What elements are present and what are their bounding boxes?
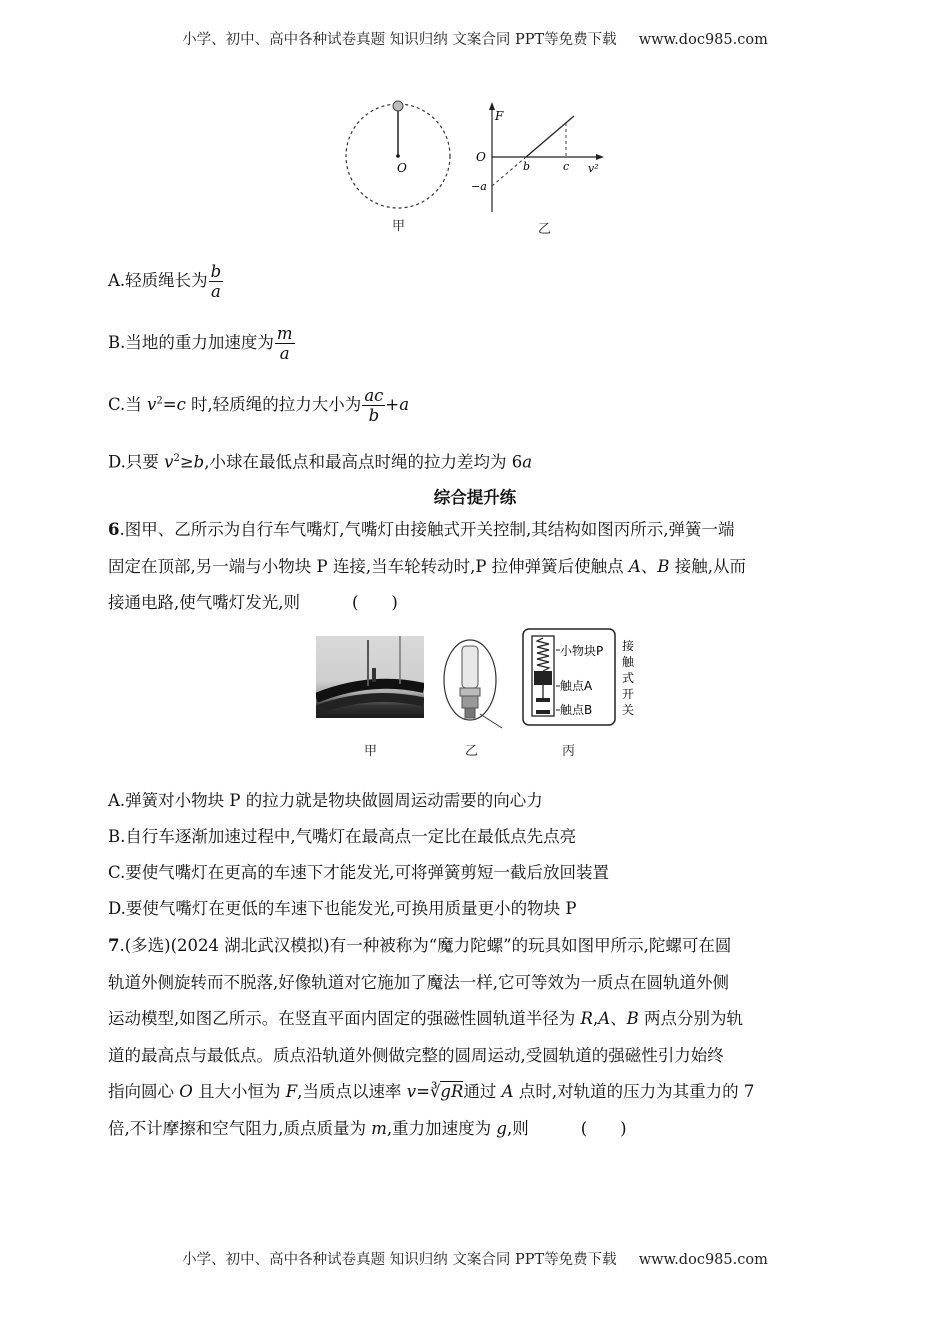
q6-line2-post: 接触,从而 bbox=[669, 556, 746, 576]
q5-d-a: a bbox=[522, 452, 533, 472]
q7-line5-mid2: ,当质点以速率 bbox=[297, 1082, 407, 1101]
q7-m: m bbox=[371, 1118, 387, 1138]
label-b: b bbox=[523, 160, 531, 173]
footer-text: 小学、初中、高中各种试卷真题 知识归纳 文案合同 PPT等免费下载 bbox=[182, 1252, 617, 1268]
q5-option-d bbox=[108, 448, 848, 474]
q5-c-post: + bbox=[385, 395, 400, 414]
q5-figure bbox=[330, 90, 630, 240]
page-footer bbox=[0, 1248, 950, 1269]
q5-b-text: B.当地的重力加速度为 bbox=[108, 333, 274, 352]
q6-sep: 、 bbox=[640, 556, 658, 576]
q5-c-eq: = bbox=[162, 395, 177, 414]
q7-line3: 运动模型,如图乙所示。在竖直平面内固定的强磁性圆轨道半径为 R,A、B 两点分别为轨 bbox=[108, 1009, 743, 1028]
caption-yi: 乙 bbox=[538, 222, 552, 237]
q5-c-mid: 时,轻质绳的拉力大小为 bbox=[185, 395, 362, 414]
q5-c-num: ac bbox=[364, 386, 384, 405]
q5-option-b bbox=[108, 324, 848, 363]
q7-paren: ( ) bbox=[580, 1118, 627, 1138]
q7-o: O bbox=[179, 1082, 193, 1101]
q5-b-den: a bbox=[279, 344, 290, 363]
block-p bbox=[534, 671, 552, 685]
q7-line5 bbox=[108, 1074, 844, 1111]
center-label: O bbox=[397, 161, 407, 175]
q5-a-num: b bbox=[210, 262, 222, 281]
q7-line3-pre: 运动模型,如图乙所示。在竖直平面内固定的强磁性圆轨道半径为 bbox=[108, 1009, 581, 1028]
q6-option-c: C.要使气嘴灯在更高的车速下才能发光,可将弹簧剪短一截后放回装置 bbox=[108, 863, 610, 882]
q7-line5-post: 通过 bbox=[463, 1082, 502, 1101]
q7-eq: = bbox=[416, 1082, 430, 1101]
side-char-5: 关 bbox=[622, 703, 635, 717]
footer-site: www.doc985.com bbox=[638, 1252, 768, 1268]
q7-root-sign: ∛ bbox=[429, 1082, 441, 1101]
ball bbox=[393, 101, 403, 111]
x-arrow bbox=[596, 154, 604, 160]
side-char-4: 开 bbox=[622, 687, 635, 701]
q5-c-frac bbox=[362, 386, 385, 425]
q6-line3 bbox=[108, 585, 844, 622]
q5-option-a bbox=[108, 262, 848, 301]
q7-a2: A bbox=[501, 1082, 514, 1101]
q5-c-den: b bbox=[368, 406, 380, 425]
q7-line2: 轨道外侧旋转而不脱落,好像轨道对它施加了魔法一样,它可等效为一质点在圆轨道外侧 bbox=[108, 972, 729, 992]
q7-line6-end: ,则 bbox=[506, 1118, 529, 1138]
spring bbox=[537, 638, 549, 671]
q7-line5-mid: 且大小恒为 bbox=[192, 1082, 286, 1101]
q7-number: 7 bbox=[108, 936, 120, 955]
q5-a-frac bbox=[209, 262, 224, 301]
center-dot bbox=[396, 154, 400, 158]
q6-line2-pre: 固定在顶部,另一端与小物块 P 连接,当车轮转动时,P 拉伸弹簧后使触点 bbox=[108, 556, 629, 576]
q5-d-pre: D.只要 bbox=[108, 452, 165, 472]
q5-c-sup: 2 bbox=[156, 395, 163, 407]
q5-c-a: a bbox=[399, 395, 410, 414]
q6-number: 6 bbox=[108, 520, 120, 539]
q6-option-d: D.要使气嘴灯在更低的车速下也能发光,可换用质量更小的物块 P bbox=[108, 899, 577, 918]
page-header bbox=[0, 28, 950, 49]
q5-b-num: m bbox=[276, 324, 293, 343]
header-text: 小学、初中、高中各种试卷真题 知识归纳 文案合同 PPT等免费下载 bbox=[182, 32, 617, 48]
graph-solid bbox=[526, 116, 574, 157]
q5-a-den: a bbox=[211, 282, 221, 301]
q7-line5-end: 点时,对轨道的压力为其重力的 7 bbox=[513, 1082, 755, 1101]
q7-gr: gR bbox=[440, 1082, 464, 1101]
q5-d-sup: 2 bbox=[173, 453, 180, 464]
label-neg-a: −a bbox=[471, 180, 487, 193]
q7-stem bbox=[108, 928, 844, 1147]
side-char-2: 触 bbox=[622, 655, 635, 669]
q5-a-text: A.轻质绳长为 bbox=[108, 271, 208, 290]
q6-point-b: B bbox=[657, 556, 670, 576]
q6-line1-text: .图甲、乙所示为自行车气嘴灯,气嘴灯由接触式开关控制,其结构如图丙所示,弹簧一端 bbox=[119, 520, 735, 539]
label-O: O bbox=[476, 150, 486, 164]
q5-option-c bbox=[108, 386, 848, 425]
caption-yi-6: 乙 bbox=[465, 744, 479, 759]
q6-paren: ( ) bbox=[352, 593, 398, 612]
q7-r: R bbox=[580, 1009, 593, 1028]
q6-line1 bbox=[108, 512, 844, 549]
q7-line6 bbox=[108, 1111, 844, 1148]
q7-v: v bbox=[406, 1082, 417, 1101]
q6-line2 bbox=[108, 549, 844, 586]
q7-a: A bbox=[598, 1009, 611, 1028]
q7-line3-post: 两点分别为轨 bbox=[638, 1009, 743, 1028]
switch-structure-figure bbox=[522, 628, 644, 728]
graph-dashed bbox=[492, 157, 526, 186]
q7-line6-pre: 倍,不计摩擦和空气阻力,质点质量为 bbox=[108, 1118, 372, 1138]
q7-g: g bbox=[496, 1118, 507, 1138]
q5-b-frac bbox=[275, 324, 295, 363]
label-contact-a: 触点A bbox=[560, 679, 593, 693]
q5-c-c: c bbox=[176, 395, 186, 414]
q5-d-ge: ≥ bbox=[179, 452, 194, 472]
q7-line4: 道的最高点与最低点。质点沿轨道外侧做完整的圆周运动,受圆轨道的强磁性引力始终 bbox=[108, 1045, 724, 1065]
q7-line1-text: 有一种被称为“魔力陀螺”的玩具如图甲所示,陀螺可在圆 bbox=[329, 936, 732, 955]
q5-c-pre: C.当 bbox=[108, 395, 148, 414]
valve-light-figure bbox=[436, 638, 506, 730]
q6-stem bbox=[108, 512, 844, 622]
caption-bing-6: 丙 bbox=[562, 744, 576, 759]
q7-line1 bbox=[108, 928, 844, 965]
q5-c-v: v bbox=[147, 395, 157, 414]
label-F: F bbox=[495, 109, 504, 123]
q5-d-b: b bbox=[193, 452, 205, 472]
bike-wheel-drawing bbox=[316, 636, 424, 718]
side-char-3: 式 bbox=[622, 671, 635, 685]
q7-b: B bbox=[626, 1009, 639, 1028]
label-v2: v² bbox=[588, 162, 599, 175]
q6-option-b: B.自行车逐渐加速过程中,气嘴灯在最高点一定比在最低点先点亮 bbox=[108, 827, 577, 846]
label-contact-b: 触点B bbox=[560, 703, 593, 717]
q6-option-a: A.弹簧对小物块 P 的拉力就是物块做圆周运动需要的向心力 bbox=[108, 791, 543, 810]
q7-line6-mid: ,重力加速度为 bbox=[386, 1118, 497, 1138]
header-site: www.doc985.com bbox=[638, 32, 768, 48]
q5-d-v: v bbox=[164, 452, 174, 472]
side-char-1: 接 bbox=[622, 639, 635, 653]
caption-jia-6: 甲 bbox=[364, 744, 378, 759]
label-small-block: 小物块P bbox=[560, 644, 604, 658]
q7-f: F bbox=[285, 1082, 298, 1101]
q5-d-mid: ,小球在最低点和最高点时绳的拉力差均为 6 bbox=[204, 452, 523, 472]
q6-point-a: A bbox=[628, 556, 641, 576]
caption-jia: 甲 bbox=[392, 219, 406, 234]
q6-line3-text: 接通电路,使气嘴灯发光,则 bbox=[108, 593, 300, 612]
bike-wheel-photo bbox=[316, 636, 424, 718]
q7-tag: .(多选)(2024 湖北武汉模拟) bbox=[119, 936, 330, 955]
q7-line5-pre: 指向圆心 bbox=[108, 1082, 180, 1101]
section-title: 综合提升练 bbox=[433, 488, 517, 507]
label-c: c bbox=[563, 160, 570, 173]
